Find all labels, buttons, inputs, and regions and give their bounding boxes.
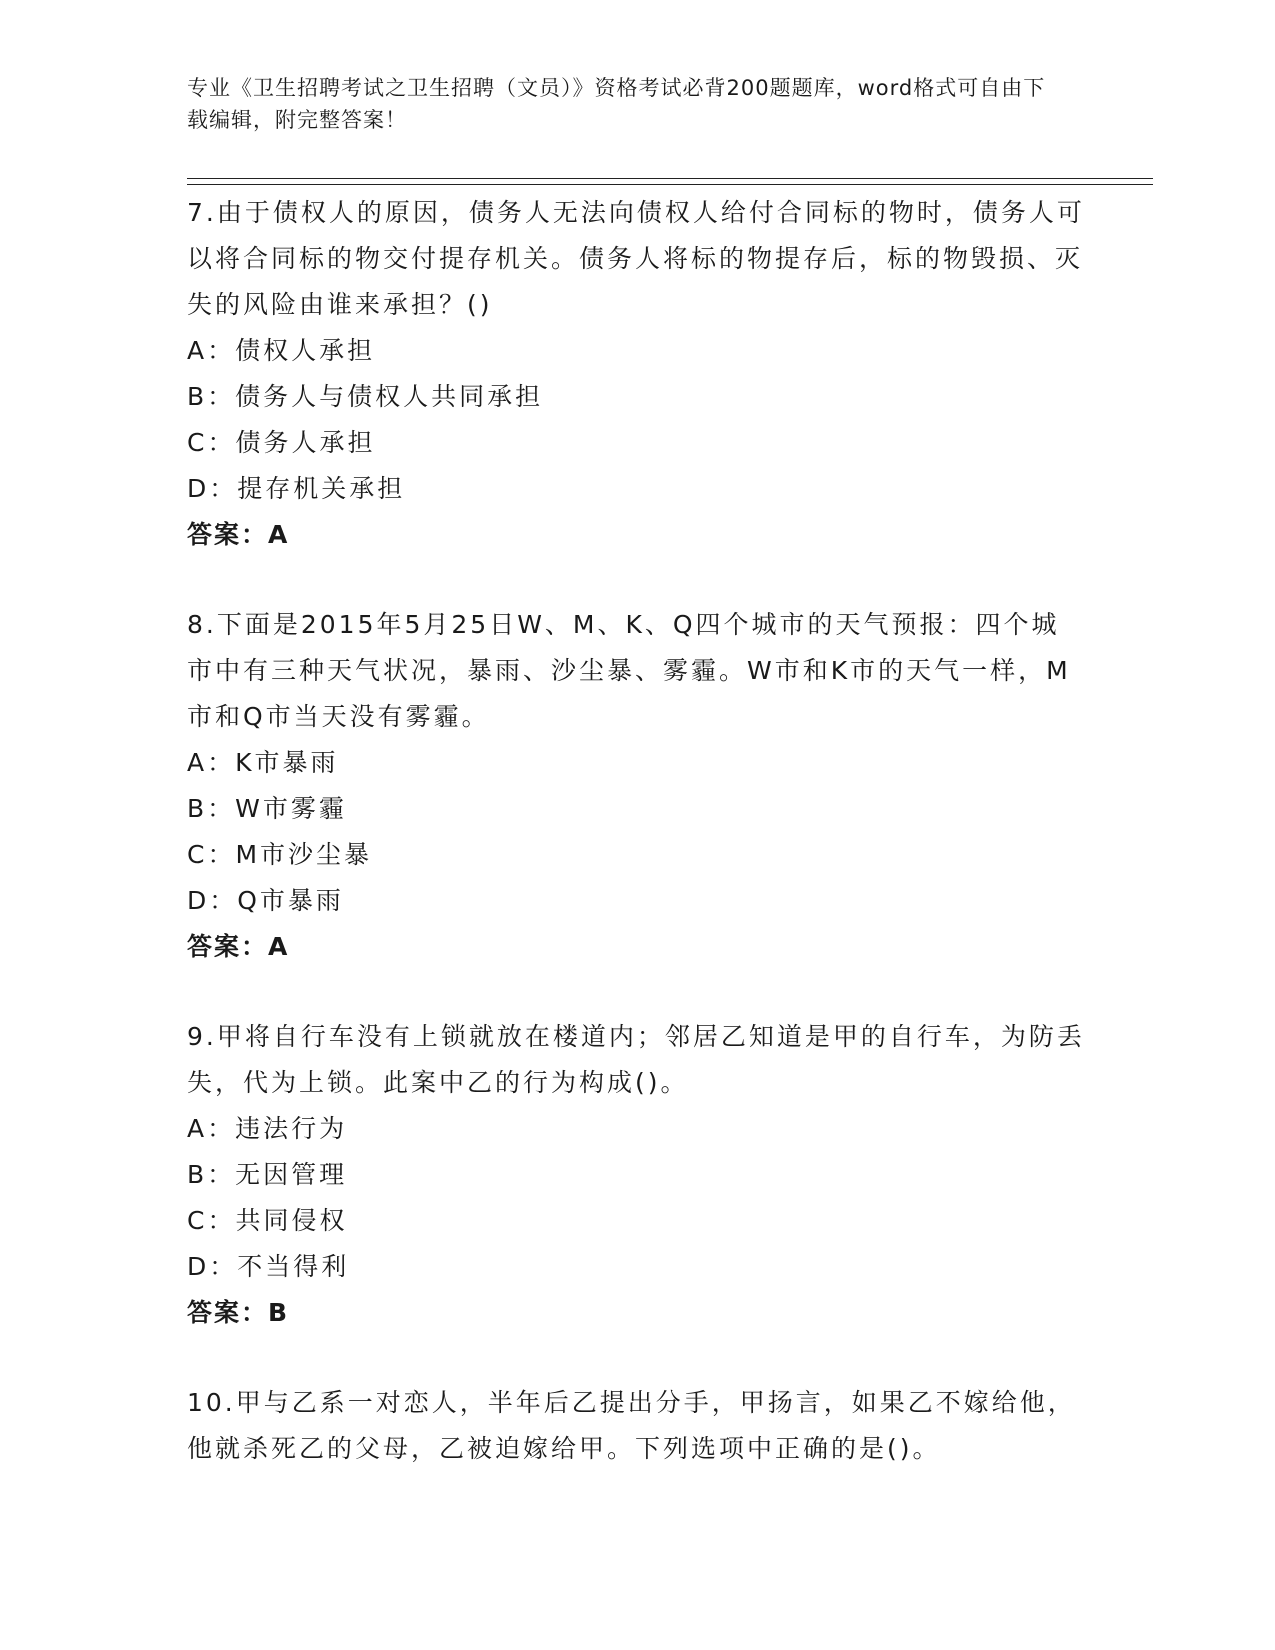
question-stem: 9.甲将自行车没有上锁就放在楼道内；邻居乙知道是甲的自行车，为防丢失，代为上锁。此案中乙的行为构成()。	[187, 1022, 1085, 1097]
question-7	[187, 190, 1087, 558]
option-a: A：K市暴雨	[187, 748, 339, 777]
question-list	[187, 190, 1087, 1516]
option-c: C：M市沙尘暴	[187, 840, 373, 869]
document-header: 专业《卫生招聘考试之卫生招聘（文员）》资格考试必背200题题库，word格式可自由下载编辑，附完整答案！	[187, 76, 1046, 132]
question-8	[187, 602, 1087, 970]
option-a: A：违法行为	[187, 1114, 348, 1143]
option-b: B：W市雾霾	[187, 794, 347, 823]
answer-label: 答案：A	[187, 932, 290, 961]
answer-label: 答案：B	[187, 1298, 290, 1327]
question-10	[187, 1380, 1087, 1472]
question-9	[187, 1014, 1087, 1336]
option-c: C：债务人承担	[187, 428, 376, 457]
option-d: D：不当得利	[187, 1252, 350, 1281]
question-stem: 10.甲与乙系一对恋人，半年后乙提出分手，甲扬言，如果乙不嫁给他，他就杀死乙的父母，乙被迫嫁给甲。下列选项中正确的是()。	[187, 1388, 1076, 1463]
option-b: B：无因管理	[187, 1160, 348, 1189]
question-stem: 8.下面是2015年5月25日W、M、K、Q四个城市的天气预报：四个城市中有三种天气状况，暴雨、沙尘暴、雾霾。W市和K市的天气一样，M市和Q市当天没有雾霾。	[187, 610, 1071, 731]
option-d: D：提存机关承担	[187, 474, 406, 503]
option-d: D：Q市暴雨	[187, 886, 344, 915]
option-b: B：债务人与债权人共同承担	[187, 382, 544, 411]
header-divider-top	[187, 178, 1153, 179]
option-a: A：债权人承担	[187, 336, 376, 365]
option-c: C：共同侵权	[187, 1206, 348, 1235]
question-stem: 7.由于债权人的原因，债务人无法向债权人给付合同标的物时，债务人可以将合同标的物交付提存机关。债务人将标的物提存后，标的物毁损、灭失的风险由谁来承担？()	[187, 198, 1085, 319]
answer-label: 答案：A	[187, 520, 290, 549]
header-divider-bottom	[187, 184, 1153, 185]
